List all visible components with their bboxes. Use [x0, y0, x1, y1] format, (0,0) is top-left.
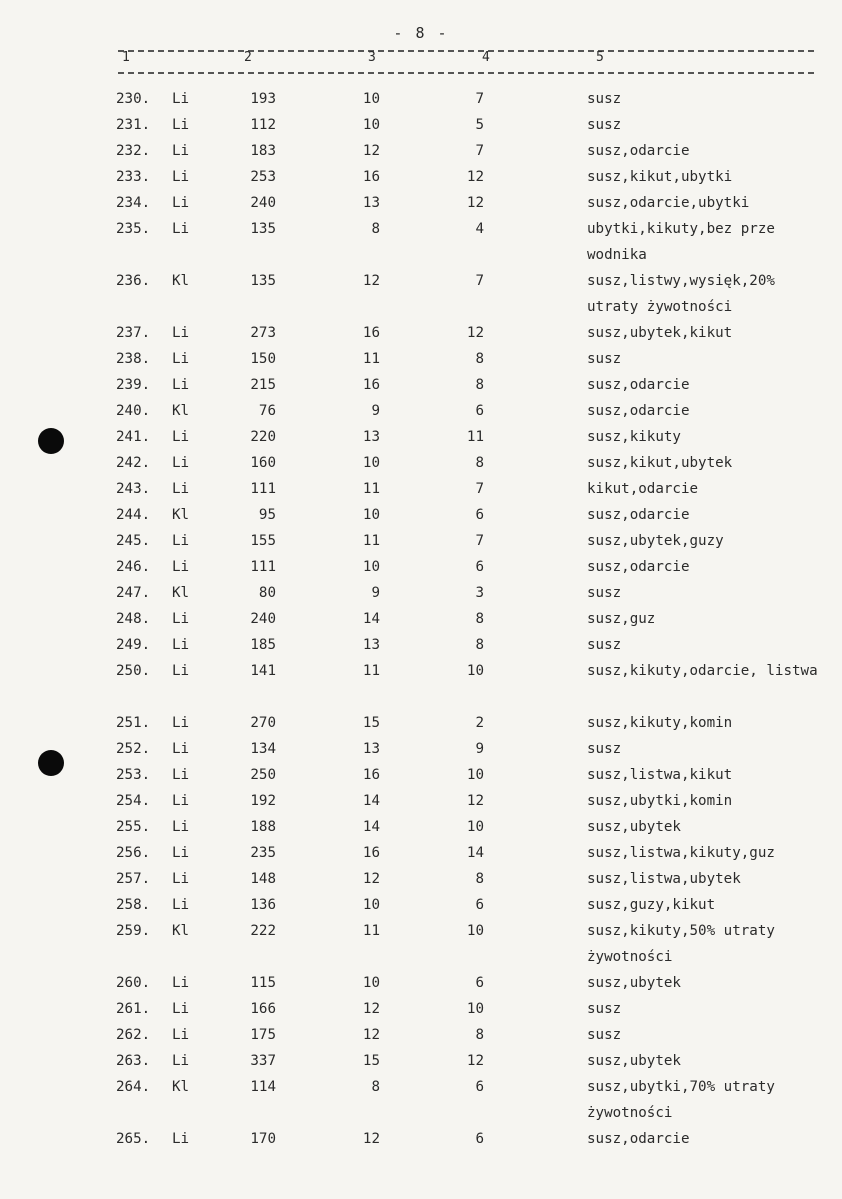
species-code: Li: [172, 741, 190, 757]
row-number: 246.: [116, 559, 151, 575]
table-row: [0, 814, 842, 840]
species-code: Kl: [172, 507, 190, 523]
column-header-3: 3: [368, 50, 376, 65]
table-row: [0, 216, 842, 268]
value-col-2: 188: [250, 819, 276, 835]
table-row: [0, 320, 842, 346]
remarks: susz,kikut,ubytki: [587, 169, 733, 185]
table-row: [0, 528, 842, 554]
row-number: 236.: [116, 273, 151, 289]
remarks: susz,listwa,kikuty,guz: [587, 845, 775, 861]
value-col-2: 134: [250, 741, 276, 757]
page-number: - 8 -: [393, 24, 449, 42]
remarks: susz,kikuty: [587, 429, 681, 445]
table-row: [0, 840, 842, 866]
value-col-2: 183: [250, 143, 276, 159]
value-col-4: 10: [466, 923, 484, 939]
value-col-3: 12: [362, 1001, 380, 1017]
row-number: 257.: [116, 871, 151, 887]
row-number: 260.: [116, 975, 151, 991]
value-col-3: 13: [362, 195, 380, 211]
tree-inventory-table: [0, 86, 842, 1152]
value-col-2: 175: [250, 1027, 276, 1043]
value-col-4: 6: [475, 1079, 484, 1095]
remarks: susz,odarcie: [587, 559, 690, 575]
species-code: Li: [172, 767, 190, 783]
table-row: [0, 580, 842, 606]
value-col-2: 337: [250, 1053, 276, 1069]
species-code: Kl: [172, 1079, 190, 1095]
value-col-4: 8: [475, 351, 484, 367]
value-col-4: 12: [466, 169, 484, 185]
table-row: [0, 86, 842, 112]
table-row: [0, 788, 842, 814]
row-number: 255.: [116, 819, 151, 835]
species-code: Kl: [172, 403, 190, 419]
value-col-4: 8: [475, 637, 484, 653]
value-col-2: 150: [250, 351, 276, 367]
row-number: 245.: [116, 533, 151, 549]
table-row: [0, 996, 842, 1022]
value-col-4: 10: [466, 819, 484, 835]
table-row: [0, 190, 842, 216]
value-col-2: 148: [250, 871, 276, 887]
remarks: susz,listwy,wysięk,20% utraty żywotności: [587, 273, 775, 315]
species-code: Li: [172, 221, 190, 237]
table-row: [0, 164, 842, 190]
table-row: [0, 346, 842, 372]
species-code: Li: [172, 377, 190, 393]
value-col-4: 6: [475, 559, 484, 575]
species-code: Li: [172, 325, 190, 341]
table-row: [0, 762, 842, 788]
value-col-3: 13: [362, 637, 380, 653]
species-code: Li: [172, 481, 190, 497]
row-number: 249.: [116, 637, 151, 653]
value-col-3: 12: [362, 143, 380, 159]
table-row: [0, 554, 842, 580]
value-col-2: 135: [250, 221, 276, 237]
header-rule-top: [118, 50, 814, 52]
value-col-4: 10: [466, 663, 484, 679]
remarks: susz,guzy,kikut: [587, 897, 716, 913]
species-code: Li: [172, 91, 190, 107]
row-number: 239.: [116, 377, 151, 393]
value-col-4: 8: [475, 611, 484, 627]
value-col-2: 166: [250, 1001, 276, 1017]
species-code: Li: [172, 819, 190, 835]
value-col-3: 12: [362, 1027, 380, 1043]
remarks: susz: [587, 1001, 622, 1017]
remarks: susz,ubytek: [587, 975, 681, 991]
column-header-4: 4: [482, 50, 490, 65]
table-row: [0, 918, 842, 970]
remarks: susz,ubytek,kikut: [587, 325, 733, 341]
species-code: Li: [172, 663, 190, 679]
punch-hole: [38, 428, 64, 454]
remarks: susz: [587, 1027, 622, 1043]
value-col-3: 10: [362, 975, 380, 991]
remarks: susz,kikuty,50% utraty żywotności: [587, 923, 775, 965]
table-row: [0, 1048, 842, 1074]
remarks: susz,odarcie: [587, 507, 690, 523]
value-col-3: 16: [362, 377, 380, 393]
remarks: ubytki,kikuty,bez prze wodnika: [587, 221, 775, 263]
value-col-4: 6: [475, 897, 484, 913]
remarks: susz,odarcie: [587, 377, 690, 393]
value-col-3: 12: [362, 871, 380, 887]
value-col-2: 220: [250, 429, 276, 445]
row-number: 233.: [116, 169, 151, 185]
species-code: Li: [172, 975, 190, 991]
value-col-2: 222: [250, 923, 276, 939]
remarks: susz,odarcie,ubytki: [587, 195, 750, 211]
value-col-2: 111: [250, 559, 276, 575]
value-col-2: 270: [250, 715, 276, 731]
value-col-3: 12: [362, 273, 380, 289]
value-col-2: 136: [250, 897, 276, 913]
table-row: [0, 424, 842, 450]
species-code: Li: [172, 637, 190, 653]
species-code: Li: [172, 1001, 190, 1017]
remarks: susz: [587, 117, 622, 133]
punch-hole: [38, 750, 64, 776]
value-col-2: 185: [250, 637, 276, 653]
species-code: Li: [172, 1053, 190, 1069]
value-col-4: 9: [475, 741, 484, 757]
value-col-3: 13: [362, 429, 380, 445]
value-col-4: 4: [475, 221, 484, 237]
species-code: Li: [172, 559, 190, 575]
value-col-3: 15: [362, 715, 380, 731]
value-col-2: 215: [250, 377, 276, 393]
value-col-4: 7: [475, 481, 484, 497]
value-col-2: 155: [250, 533, 276, 549]
remarks: susz: [587, 741, 622, 757]
value-col-3: 10: [362, 117, 380, 133]
species-code: Li: [172, 793, 190, 809]
value-col-3: 11: [362, 351, 380, 367]
value-col-3: 11: [362, 533, 380, 549]
table-row: [0, 1022, 842, 1048]
value-col-2: 76: [258, 403, 276, 419]
species-code: Li: [172, 897, 190, 913]
table-row: [0, 658, 842, 710]
row-number: 244.: [116, 507, 151, 523]
species-code: Li: [172, 351, 190, 367]
value-col-2: 111: [250, 481, 276, 497]
species-code: Li: [172, 195, 190, 211]
value-col-2: 141: [250, 663, 276, 679]
remarks: kikut,odarcie: [587, 481, 699, 497]
row-number: 232.: [116, 143, 151, 159]
value-col-4: 6: [475, 403, 484, 419]
row-number: 261.: [116, 1001, 151, 1017]
row-number: 259.: [116, 923, 151, 939]
value-col-3: 10: [362, 91, 380, 107]
remarks: susz,ubytek,guzy: [587, 533, 724, 549]
value-col-3: 16: [362, 169, 380, 185]
table-row: [0, 710, 842, 736]
row-number: 254.: [116, 793, 151, 809]
row-number: 264.: [116, 1079, 151, 1095]
row-number: 252.: [116, 741, 151, 757]
table-row: [0, 866, 842, 892]
table-row: [0, 502, 842, 528]
remarks: susz,listwa,ubytek: [587, 871, 741, 887]
value-col-2: 115: [250, 975, 276, 991]
row-number: 256.: [116, 845, 151, 861]
species-code: Li: [172, 169, 190, 185]
value-col-3: 16: [362, 767, 380, 783]
value-col-4: 8: [475, 1027, 484, 1043]
table-row: [0, 736, 842, 762]
remarks: susz,listwa,kikut: [587, 767, 733, 783]
row-number: 243.: [116, 481, 151, 497]
column-header-1: 1: [122, 50, 130, 65]
value-col-3: 8: [371, 221, 380, 237]
row-number: 237.: [116, 325, 151, 341]
table-row: [0, 632, 842, 658]
value-col-4: 12: [466, 325, 484, 341]
value-col-4: 7: [475, 533, 484, 549]
remarks: susz,ubytki,70% utraty żywotności: [587, 1079, 775, 1121]
species-code: Li: [172, 871, 190, 887]
value-col-3: 14: [362, 819, 380, 835]
row-number: 247.: [116, 585, 151, 601]
value-col-4: 5: [475, 117, 484, 133]
table-row: [0, 1074, 842, 1126]
species-code: Li: [172, 455, 190, 471]
row-number: 262.: [116, 1027, 151, 1043]
value-col-2: 235: [250, 845, 276, 861]
value-col-2: 112: [250, 117, 276, 133]
table-row: [0, 398, 842, 424]
row-number: 234.: [116, 195, 151, 211]
species-code: Li: [172, 715, 190, 731]
species-code: Li: [172, 1027, 190, 1043]
species-code: Li: [172, 117, 190, 133]
column-header-2: 2: [244, 50, 252, 65]
value-col-4: 12: [466, 1053, 484, 1069]
species-code: Li: [172, 533, 190, 549]
remarks: susz,odarcie: [587, 143, 690, 159]
row-number: 240.: [116, 403, 151, 419]
table-row: [0, 268, 842, 320]
species-code: Kl: [172, 923, 190, 939]
row-number: 231.: [116, 117, 151, 133]
value-col-3: 8: [371, 1079, 380, 1095]
value-col-4: 2: [475, 715, 484, 731]
value-col-2: 80: [258, 585, 276, 601]
species-code: Li: [172, 143, 190, 159]
remarks: susz,ubytki,komin: [587, 793, 733, 809]
remarks: susz: [587, 585, 622, 601]
remarks: susz,odarcie: [587, 403, 690, 419]
value-col-3: 10: [362, 507, 380, 523]
row-number: 242.: [116, 455, 151, 471]
value-col-2: 160: [250, 455, 276, 471]
value-col-3: 10: [362, 897, 380, 913]
value-col-2: 95: [258, 507, 276, 523]
row-number: 230.: [116, 91, 151, 107]
row-number: 238.: [116, 351, 151, 367]
value-col-2: 114: [250, 1079, 276, 1095]
value-col-2: 240: [250, 195, 276, 211]
table-row: [0, 970, 842, 996]
species-code: Li: [172, 845, 190, 861]
value-col-3: 16: [362, 325, 380, 341]
value-col-4: 6: [475, 1131, 484, 1147]
value-col-4: 6: [475, 507, 484, 523]
value-col-2: 273: [250, 325, 276, 341]
value-col-3: 10: [362, 455, 380, 471]
remarks: susz,guz: [587, 611, 656, 627]
table-row: [0, 1126, 842, 1152]
value-col-2: 193: [250, 91, 276, 107]
value-col-3: 12: [362, 1131, 380, 1147]
value-col-4: 6: [475, 975, 484, 991]
row-number: 263.: [116, 1053, 151, 1069]
value-col-2: 192: [250, 793, 276, 809]
table-row: [0, 892, 842, 918]
column-header-5: 5: [596, 50, 604, 65]
value-col-4: 12: [466, 195, 484, 211]
row-number: 253.: [116, 767, 151, 783]
value-col-2: 250: [250, 767, 276, 783]
value-col-4: 10: [466, 767, 484, 783]
value-col-2: 135: [250, 273, 276, 289]
row-number: 258.: [116, 897, 151, 913]
value-col-4: 8: [475, 377, 484, 393]
table-row: [0, 112, 842, 138]
value-col-3: 10: [362, 559, 380, 575]
value-col-4: 10: [466, 1001, 484, 1017]
row-number: 248.: [116, 611, 151, 627]
value-col-3: 13: [362, 741, 380, 757]
remarks: susz: [587, 91, 622, 107]
value-col-4: 7: [475, 91, 484, 107]
species-code: Kl: [172, 273, 190, 289]
row-number: 241.: [116, 429, 151, 445]
remarks: susz,kikuty,odarcie, listwa: [587, 663, 818, 679]
value-col-2: 170: [250, 1131, 276, 1147]
header-rule-bottom: [118, 72, 814, 74]
value-col-3: 14: [362, 611, 380, 627]
value-col-3: 11: [362, 923, 380, 939]
remarks: susz,kikut,ubytek: [587, 455, 733, 471]
remarks: susz,kikuty,komin: [587, 715, 733, 731]
value-col-3: 16: [362, 845, 380, 861]
row-number: 265.: [116, 1131, 151, 1147]
value-col-3: 11: [362, 481, 380, 497]
table-row: [0, 606, 842, 632]
table-row: [0, 372, 842, 398]
species-code: Li: [172, 1131, 190, 1147]
value-col-3: 15: [362, 1053, 380, 1069]
remarks: susz: [587, 637, 622, 653]
row-number: 235.: [116, 221, 151, 237]
table-row: [0, 476, 842, 502]
value-col-2: 253: [250, 169, 276, 185]
table-row: [0, 138, 842, 164]
species-code: Li: [172, 429, 190, 445]
value-col-4: 7: [475, 143, 484, 159]
row-number: 251.: [116, 715, 151, 731]
remarks: susz,odarcie: [587, 1131, 690, 1147]
value-col-4: 3: [475, 585, 484, 601]
remarks: susz,ubytek: [587, 1053, 681, 1069]
table-row: [0, 450, 842, 476]
value-col-4: 7: [475, 273, 484, 289]
value-col-2: 240: [250, 611, 276, 627]
species-code: Li: [172, 611, 190, 627]
value-col-3: 9: [371, 403, 380, 419]
remarks: susz,ubytek: [587, 819, 681, 835]
value-col-4: 8: [475, 871, 484, 887]
value-col-4: 14: [466, 845, 484, 861]
value-col-3: 11: [362, 663, 380, 679]
value-col-3: 9: [371, 585, 380, 601]
value-col-4: 11: [466, 429, 484, 445]
species-code: Kl: [172, 585, 190, 601]
remarks: susz: [587, 351, 622, 367]
value-col-3: 14: [362, 793, 380, 809]
row-number: 250.: [116, 663, 151, 679]
value-col-4: 8: [475, 455, 484, 471]
value-col-4: 12: [466, 793, 484, 809]
